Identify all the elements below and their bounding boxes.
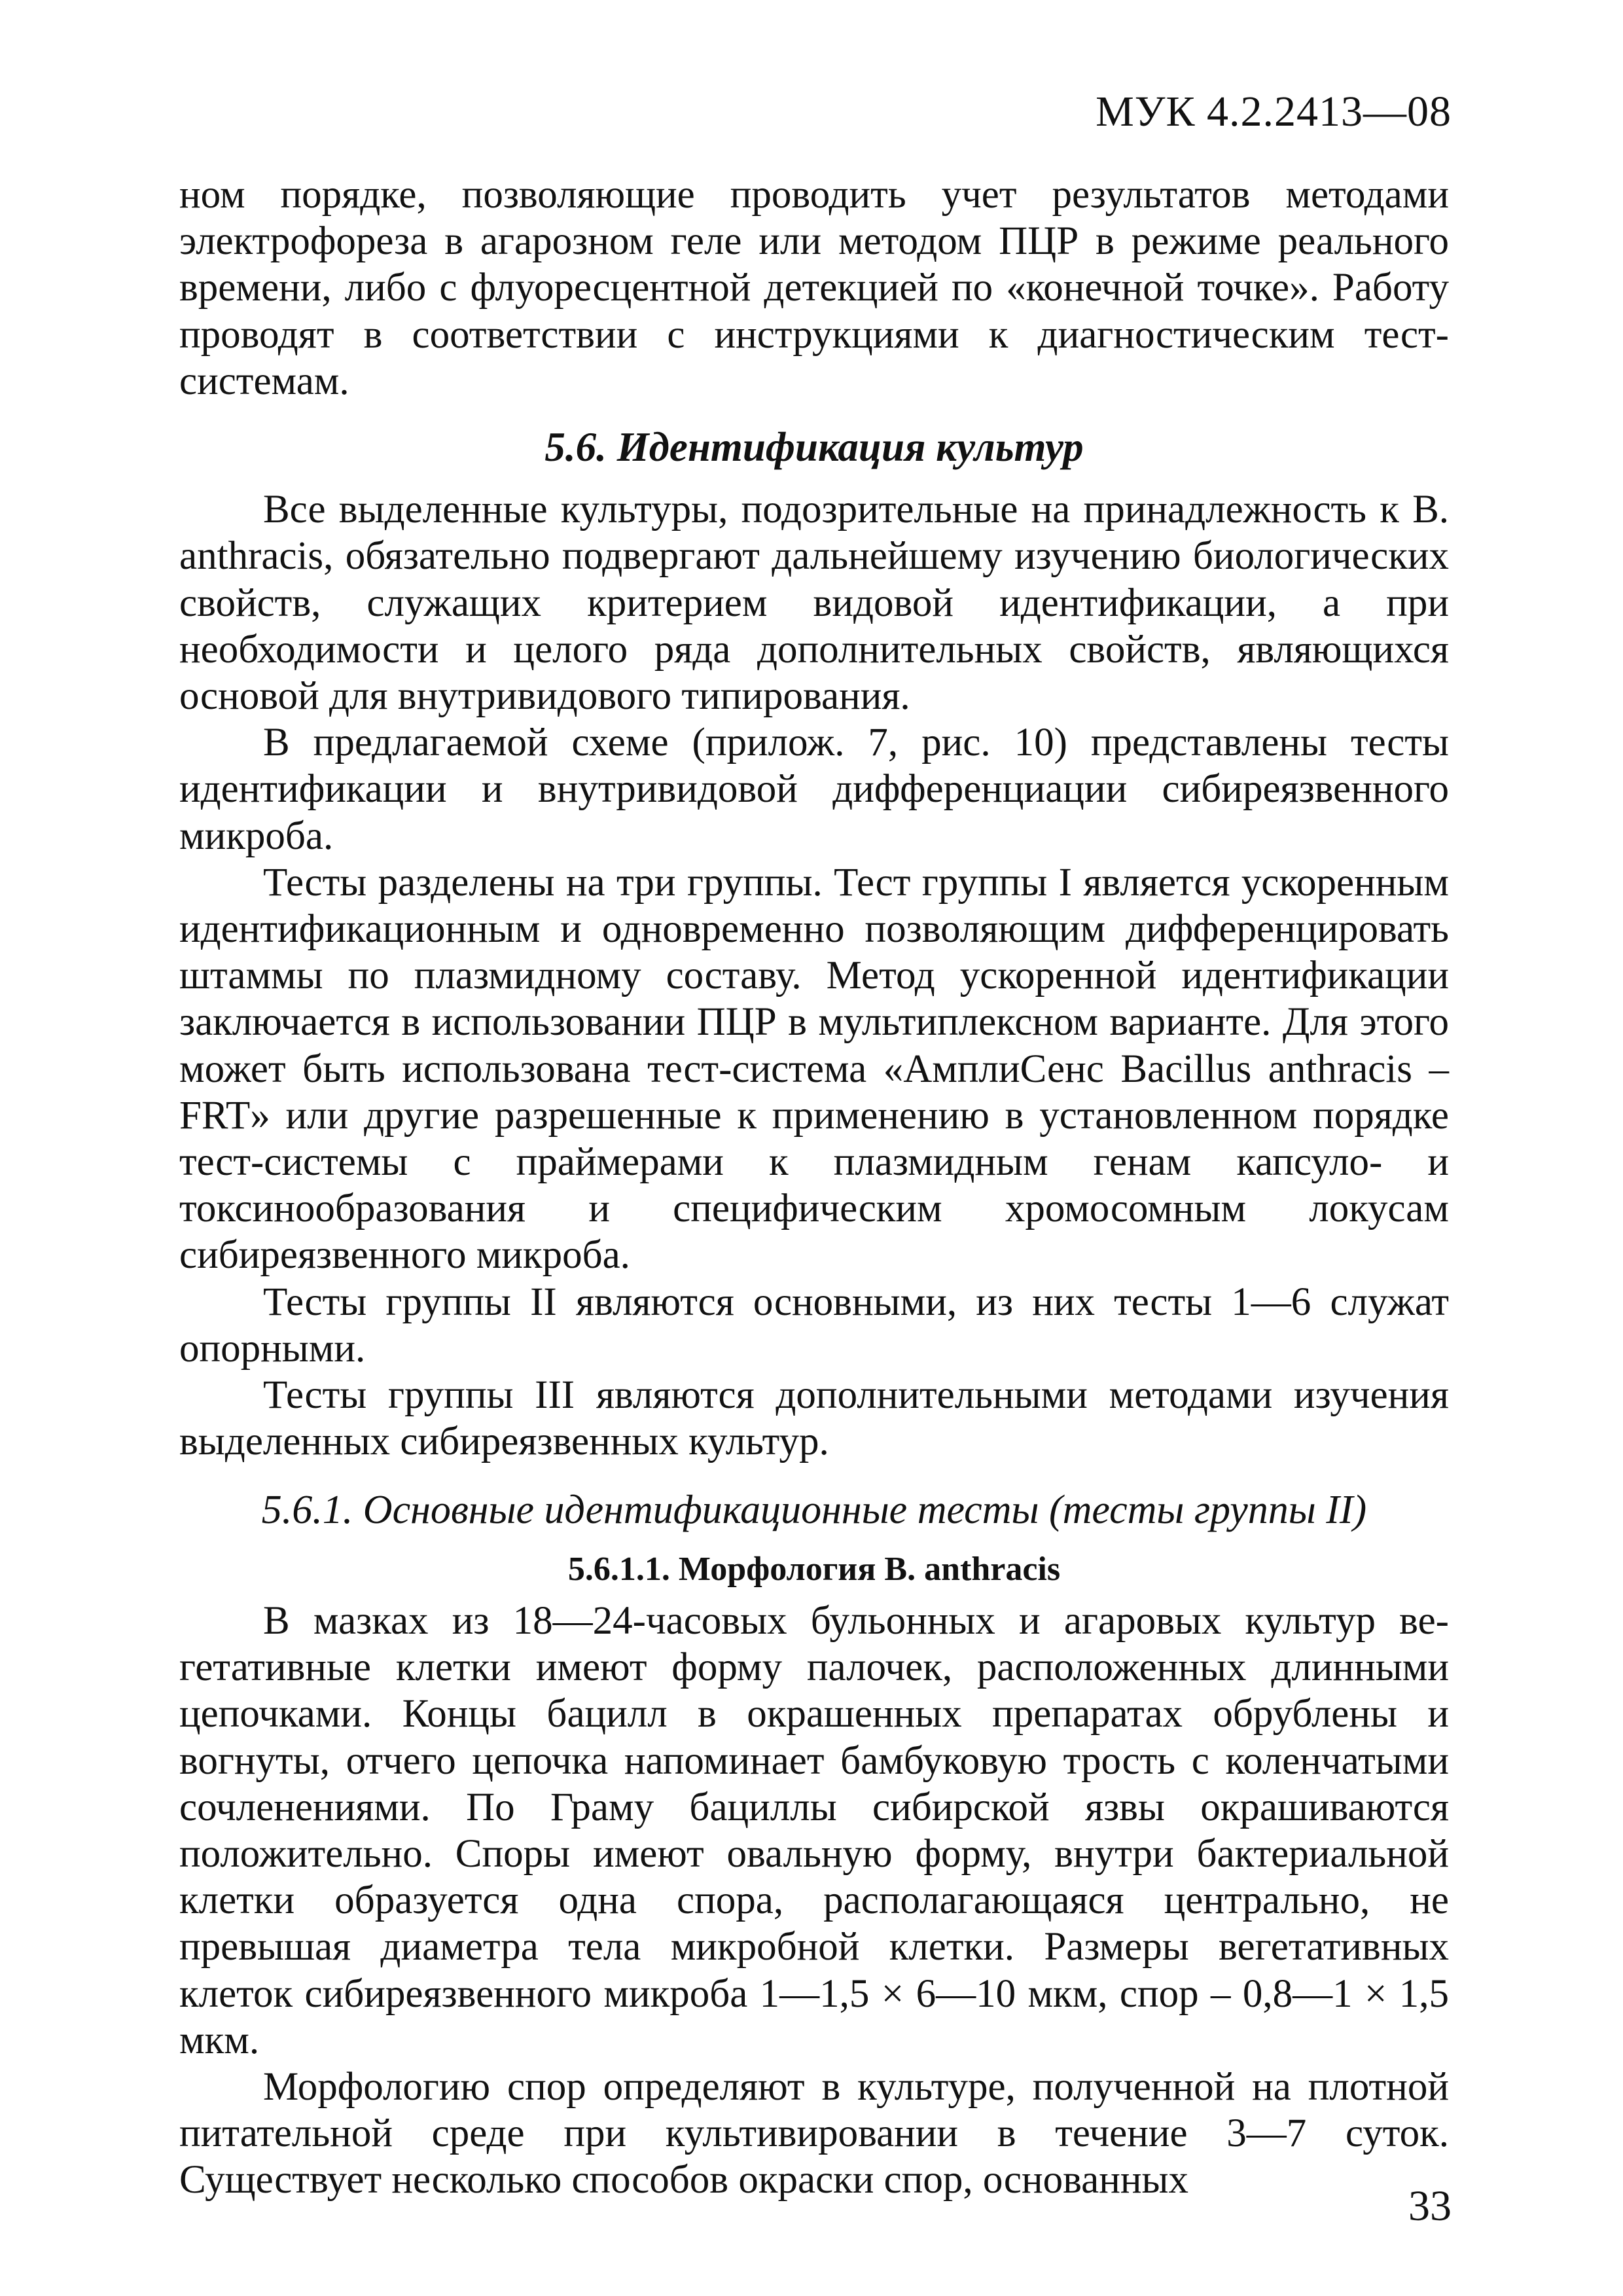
section-heading: 5.6. Идентификация культур: [544, 424, 1084, 471]
paragraph: Все выделенные культуры, подозрительные на принадлежность к B. anthracis, обязательно подвергают дальнейшему изучению биологических свойств, служащих критерием видовой идентификации, а при необходимости и целого ряда дополнительных свойств, являющихся основой для внутривидового типирования.: [179, 488, 1449, 719]
paragraph: Морфологию спор определяют в культуре, полученной на плотной питательной среде при культивировании в течение 3—7 суток. Существует несколько способов окраски спор, основанных: [179, 2064, 1449, 2202]
subsection-heading: 5.6.1. Основные идентификационные тесты (тесты группы II): [261, 1488, 1367, 1533]
paragraph-continued: ном порядке, позволяющие проводить учет результатов методами электрофореза в агарозном геле или методом ПЦР в режиме реального времени, либо с флуоресцентной детекцией по «конечной точке». Работу проводят в соответствии с инструкциями к диагностическим тест-системам.: [179, 173, 1449, 403]
document-code-header: МУК 4.2.2413—08: [1096, 88, 1452, 135]
paragraph: Тесты группы II являются основными, из них тесты 1—6 служат опорными.: [179, 1280, 1449, 1371]
paragraph: Тесты разделены на три группы. Тест группы I является ускоренным идентификационным и одновременно позволяющим дифференцировать штаммы по плазмидному составу. Метод ускоренной идентификации заключается в использовании ПЦР в мультиплексном варианте. Для этого может быть использована тест-система «АмплиСенс Bacillus anthracis – FRT» или другие разрешенные к применению в установленном порядке тест-системы с праймерами к плазмидным генам капсуло- и токсинообразования и специфическим хромосомным локусам сибиреязвенного микроба.: [179, 860, 1449, 1278]
page-body: [179, 171, 1449, 2204]
paragraph: В мазках из 18—24-часовых бульонных и агаровых культур вегетативные клетки имеют форму палочек, расположенных длинными цепочками. Концы бацилл в окрашенных препаратах обрублены и вогнуты, отчего цепочка напоминает бамбуковую трость с коленчатыми сочленениями. По Граму бациллы сибирской язвы окрашиваются положительно. Споры имеют овальную форму, внутри бактериальной клетки образуется одна спора, располагающаяся центрально, не превышая диаметра тела микробной клетки. Размеры вегетативных клеток сибиреязвенного микроба 1—1,5 × 6—10 мкм, спор – 0,8—1 × 1,5 мкм.: [179, 1598, 1449, 2062]
paragraph: В предлагаемой схеме (прилож. 7, рис. 10) представлены тесты идентификации и внутривидовой дифференциации сибиреязвенного микроба.: [179, 721, 1449, 858]
page-number: 33: [1408, 2182, 1452, 2230]
paragraph: Тесты группы III являются дополнительными методами изучения выделенных сибиреязвенных культур.: [179, 1373, 1449, 1464]
subsubsection-heading: 5.6.1.1. Морфология B. anthracis: [567, 1550, 1061, 1588]
